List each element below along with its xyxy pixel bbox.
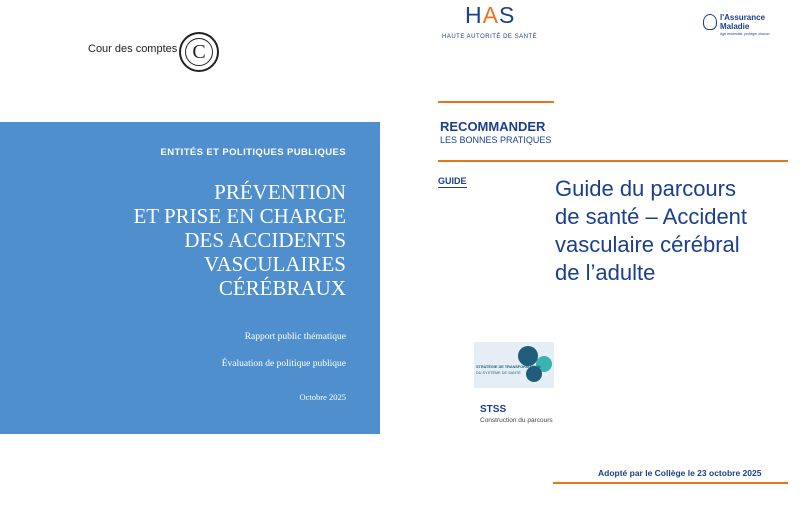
stss-logo [474,342,554,388]
section-subtitle: LES BONNES PRATIQUES [440,135,552,145]
report-type: Rapport public thématique [244,332,346,342]
divider [553,482,788,484]
report-date: Octobre 2025 [299,392,346,402]
report-title-line: CÉRÉBRAUX [218,276,346,300]
stss-shape-icon [518,346,538,366]
assurance-maladie-emblem-icon [703,14,717,30]
cour-des-comptes-seal-icon [179,32,219,72]
stss-description: Construction du parcours [480,417,553,424]
guide-title-line: Guide du parcours [555,176,736,201]
am-logo-line2: Maladie [720,22,750,31]
guide-title-line: vasculaire cérébral [555,232,740,257]
stss-name: STSS [480,404,507,415]
report-kind: Évaluation de politique publique [221,359,346,369]
adoption-date: Adopté par le Collège le 23 octobre 2025 [598,468,762,478]
report-title-line: ET PRISE EN CHARGE [133,204,346,228]
divider [438,160,788,162]
assurance-maladie-logo [703,12,773,38]
report-category: ENTITÉS ET POLITIQUES PUBLIQUES [160,147,346,158]
has-tagline: HAUTE AUTORITÉ DE SANTÉ [442,34,538,40]
section-title: RECOMMANDER [440,119,546,134]
report-cover [0,122,380,434]
has-logo-a: A [482,2,499,28]
guide-title [555,175,747,287]
divider [438,101,554,103]
institution-name: Cour des comptes [88,43,178,55]
has-logo [465,0,515,30]
report-title-line: PRÉVENTION [214,180,346,204]
guide-title-line: de l’adulte [555,260,656,285]
am-logo-line3: Agir ensemble, protéger chacun [720,32,770,36]
stss-logo-line1: STRATÉGIE DE TRANSFORMATION [476,365,541,369]
report-title [133,180,346,300]
has-logo-h: H [465,2,483,28]
seal-letter: C [185,38,213,66]
report-title-line: VASCULAIRES [204,252,346,276]
guide-title-line: de santé – Accident [555,204,748,229]
report-title-line: DES ACCIDENTS [184,228,346,252]
doc-type-label: GUIDE [438,176,467,186]
has-logo-s: S [498,2,516,28]
am-logo-line1: l'Assurance [720,13,766,22]
stss-logo-line2: DU SYSTÈME DE SANTÉ [476,371,521,375]
